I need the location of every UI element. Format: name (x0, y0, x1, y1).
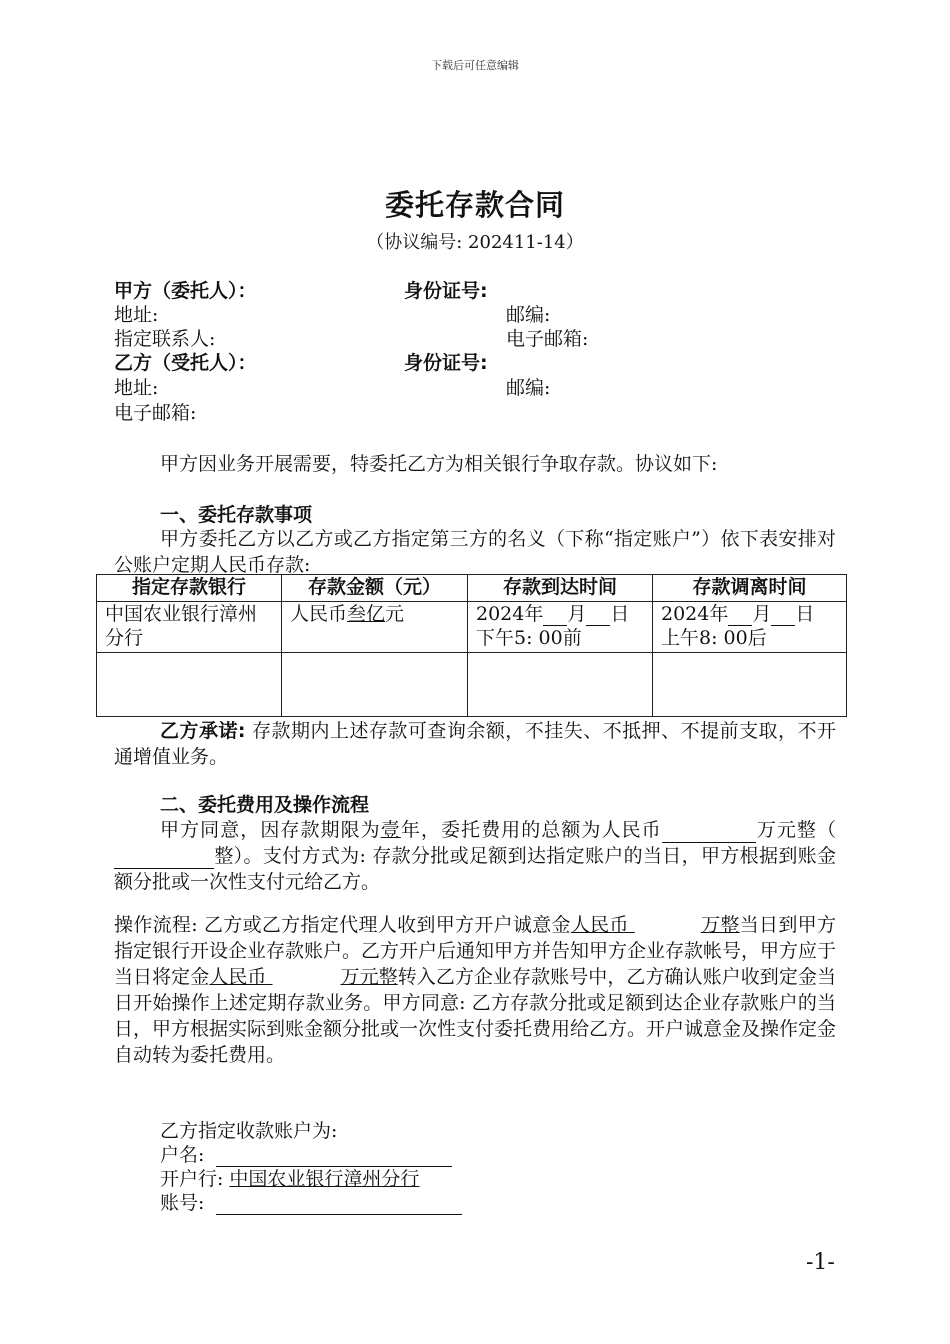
table-row (97, 602, 847, 653)
col-header-amount: 存款金额（元） (282, 575, 468, 602)
document-title: 委托存款合同 (384, 188, 565, 222)
withdraw-day-unit: 日 (795, 603, 815, 625)
party-b-id-label: 身份证号: (404, 352, 488, 374)
process-text-c: 转入乙方企业存款账号中，乙方确认账户收到定金当日开始操作上述定期存款业务。甲方同意: 乙方存款分批或足额到达企业存款账户的当日，甲方根据实际到账金额分批或一次性支付委托费用给乙方。开户诚意金及操作定金自动转为委托费用。 (114, 966, 837, 1066)
promise-paragraph (114, 718, 836, 770)
section-2-paragraph-1 (114, 817, 836, 895)
account-number-row (160, 1191, 462, 1215)
section-2-heading: 二、委托费用及操作流程 (160, 794, 370, 816)
col-header-withdraw-time: 存款调离时间 (653, 575, 847, 602)
withdraw-year: 2024年 (661, 603, 729, 625)
empty-cell (468, 653, 653, 717)
arrival-month-unit: 月 (567, 603, 587, 625)
arrival-day-unit: 日 (610, 603, 630, 625)
deposit-money-currency: 人民币 (209, 966, 267, 988)
arrival-time: 下午5: 00前 (476, 627, 582, 649)
page-header-note: 下载后可任意编辑 (431, 59, 519, 72)
empty-cell (97, 653, 282, 717)
process-text-b: 当日到甲方指定银行开设企业存款账户。乙方开户后通知甲方并告知甲方企业存款帐号，甲方应于当日将定金 (114, 914, 837, 988)
account-bank-label: 开户行: (160, 1168, 224, 1190)
cell-amount (282, 602, 468, 653)
account-bank-row (160, 1167, 419, 1191)
withdraw-month-unit: 月 (752, 603, 772, 625)
deposit-money-blank (266, 964, 340, 990)
party-a-postcode-label: 邮编: (506, 304, 551, 326)
promise-text: 存款期内上述存款可查询余额，不挂失、不抵押、不提前支取，不开通增值业务。 (114, 720, 836, 768)
process-text-a: 操作流程: 乙方或乙方指定代理人收到甲方开户诚意金 (114, 914, 571, 936)
empty-cell (282, 653, 468, 717)
fee-text-b: 年，委托费用的总额为人民币 (400, 819, 662, 841)
deposit-money-unit: 万元整 (340, 966, 398, 988)
account-name-row (160, 1143, 452, 1167)
arrival-month-blank (543, 605, 567, 626)
fee-amount-blank (662, 822, 756, 843)
earnest-money-currency: 人民币 (570, 914, 629, 936)
page-number: -1- (806, 1250, 835, 1275)
agreement-number: （协议编号: 202411-14） (366, 232, 584, 253)
fee-text-d: 整）。支付方式为: 存款分批或足额到达指定账户的当日，甲方根据到账金额分批或一次性支付元给乙方。 (114, 845, 836, 893)
bank-name: 中国农业银行漳州分行 (105, 603, 258, 649)
earnest-money-unit: 万整 (700, 914, 740, 936)
amount-value: 叁亿 (347, 603, 386, 625)
party-b-email-label: 电子邮箱: (114, 402, 197, 424)
party-a-email-label: 电子邮箱: (506, 328, 589, 350)
party-b-postcode-label: 邮编: (506, 377, 551, 399)
account-number-blank (216, 1194, 462, 1215)
intro-paragraph: 甲方因业务开展需要，特委托乙方为相关银行争取存款。协议如下: (160, 453, 718, 475)
cell-withdraw-time (653, 602, 847, 653)
empty-cell (653, 653, 847, 717)
col-header-bank: 指定存款银行 (97, 575, 282, 602)
party-a-address-label: 地址: (114, 304, 159, 326)
fee-text-a: 甲方同意，因存款期限为 (160, 819, 381, 841)
arrival-day-blank (586, 605, 610, 626)
party-a-contact-label: 指定联系人: (114, 328, 216, 350)
deposit-term: 壹 (380, 819, 401, 841)
account-name-label: 户名: (160, 1144, 205, 1166)
withdraw-time: 上午8: 00后 (661, 627, 767, 649)
arrival-year: 2024年 (476, 603, 544, 625)
party-a-id-label: 身份证号: (404, 280, 488, 302)
party-b-address-label: 地址: (114, 377, 159, 399)
withdraw-day-blank (771, 605, 795, 626)
cell-bank (97, 602, 282, 653)
section-2-paragraph-2 (114, 912, 836, 1068)
earnest-money-blank (629, 912, 701, 938)
table-row-empty (97, 653, 847, 717)
account-bank-value: 中国农业银行漳州分行 (229, 1168, 420, 1190)
withdraw-month-blank (728, 605, 752, 626)
account-name-blank (216, 1146, 452, 1167)
promise-label: 乙方承诺: (160, 720, 246, 742)
account-number-label: 账号: (160, 1192, 205, 1214)
party-a-label: 甲方（委托人）： (114, 280, 257, 302)
account-intro: 乙方指定收款账户为: (160, 1120, 338, 1142)
section-1-text: 甲方委托乙方以乙方或乙方指定第三方的名义（下称“指定账户”）依下表安排对公账户定期人民币存款: (114, 528, 836, 576)
fee-amount-words-blank (114, 848, 214, 869)
deposit-table (96, 574, 847, 717)
table-header-row (97, 575, 847, 602)
party-b-label: 乙方（受托人）： (114, 352, 257, 374)
section-1-heading: 一、委托存款事项 (160, 504, 313, 526)
amount-suffix: 元 (385, 603, 405, 625)
fee-text-c: 万元整（ (755, 819, 836, 841)
cell-arrival-time (468, 602, 653, 653)
col-header-arrival-time: 存款到达时间 (468, 575, 653, 602)
amount-prefix: 人民币 (290, 603, 348, 625)
